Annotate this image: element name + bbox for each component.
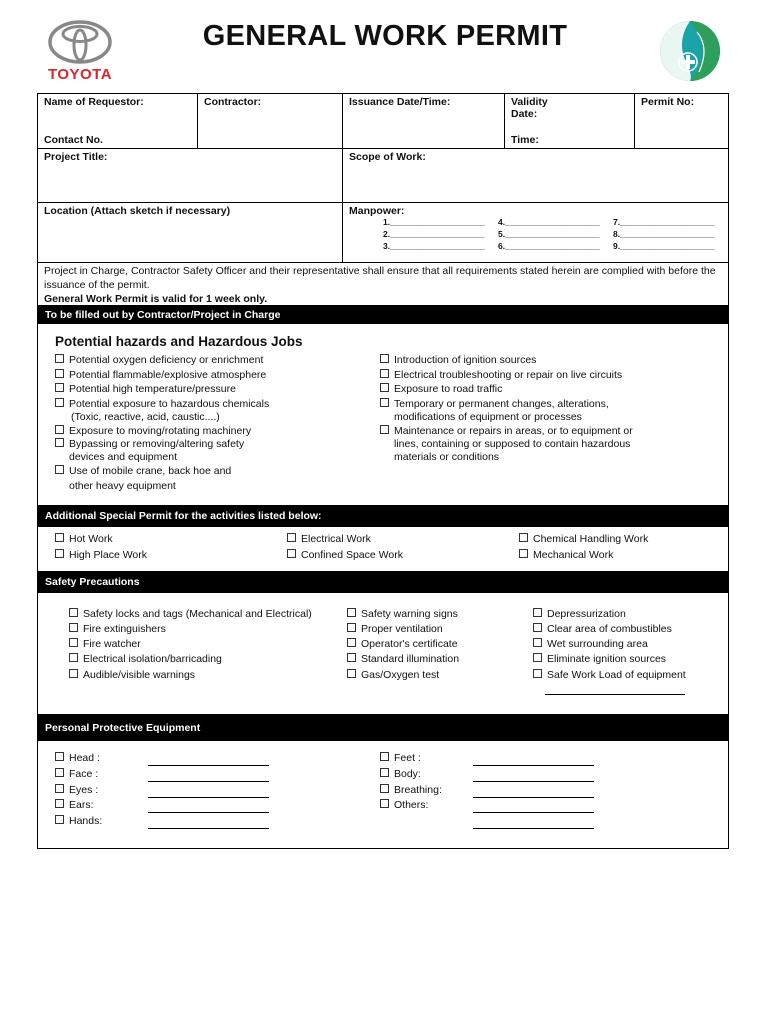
safety-checkbox-item[interactable]: Eliminate ignition sources bbox=[533, 653, 666, 666]
requestor-label: Name of Requestor: bbox=[44, 96, 144, 108]
checkbox-icon[interactable] bbox=[533, 669, 542, 678]
hazard-continuation: other heavy equipment bbox=[69, 480, 176, 492]
ppe-checkbox-item[interactable]: Hands: bbox=[55, 815, 102, 827]
issuance-label: Issuance Date/Time: bbox=[349, 96, 451, 108]
hazard-checkbox-item[interactable]: Electrical troubleshooting or repair on live circuits bbox=[380, 369, 622, 382]
checkbox-icon[interactable] bbox=[69, 608, 78, 617]
safety-checkbox-item[interactable]: Depressurization bbox=[533, 608, 626, 621]
checkbox-icon[interactable] bbox=[519, 549, 528, 558]
ppe-checkbox-item[interactable]: Eyes : bbox=[55, 784, 98, 796]
ppe-checkbox-item[interactable]: Others: bbox=[380, 799, 428, 811]
checkbox-icon[interactable] bbox=[55, 438, 64, 447]
section-bar-ppe: Personal Protective Equipment bbox=[38, 714, 728, 741]
ppe-checkbox-item[interactable]: Feet : bbox=[380, 752, 421, 764]
checkbox-icon[interactable] bbox=[55, 425, 64, 434]
checkbox-icon[interactable] bbox=[55, 533, 64, 542]
hazard-continuation: devices and equipment bbox=[69, 451, 177, 463]
page-title: GENERAL WORK PERMIT bbox=[202, 20, 568, 52]
brand-name: TOYOTA bbox=[47, 66, 113, 83]
permit-checkbox-item[interactable]: Hot Work bbox=[55, 533, 113, 546]
health-badge-logo bbox=[655, 20, 725, 82]
checkbox-icon[interactable] bbox=[380, 425, 389, 434]
ppe-checkbox-item[interactable]: Face : bbox=[55, 768, 98, 780]
safety-checkbox-item[interactable]: Safe Work Load of equipment bbox=[533, 669, 686, 682]
ppe-blank-line[interactable] bbox=[148, 818, 269, 829]
ppe-blank-line[interactable] bbox=[148, 755, 269, 766]
safety-checkbox-item[interactable]: Proper ventilation bbox=[347, 623, 443, 636]
safety-checkbox-item[interactable]: Gas/Oxygen test bbox=[347, 669, 439, 682]
checkbox-icon[interactable] bbox=[533, 623, 542, 632]
leaf-medical-cross-icon bbox=[655, 20, 725, 82]
toyota-emblem-icon bbox=[48, 20, 112, 64]
section-bar-special-permit: Additional Special Permit for the activities listed below: bbox=[38, 505, 728, 527]
checkbox-icon[interactable] bbox=[69, 653, 78, 662]
safety-checkbox-item[interactable]: Clear area of combustibles bbox=[533, 623, 672, 636]
checkbox-icon[interactable] bbox=[533, 608, 542, 617]
hazard-checkbox-item[interactable]: Potential flammable/explosive atmosphere bbox=[55, 369, 266, 382]
checkbox-icon[interactable] bbox=[533, 638, 542, 647]
safety-checkbox-item[interactable]: Standard illumination bbox=[347, 653, 459, 666]
ppe-blank-line[interactable] bbox=[473, 771, 594, 782]
checkbox-icon[interactable] bbox=[380, 768, 389, 777]
checkbox-icon[interactable] bbox=[55, 815, 64, 824]
scope-label: Scope of Work: bbox=[349, 151, 426, 163]
checkbox-icon[interactable] bbox=[533, 653, 542, 662]
permit-checkbox-item[interactable]: Confined Space Work bbox=[287, 549, 403, 562]
ppe-blank-line[interactable] bbox=[148, 787, 269, 798]
issuance-field[interactable] bbox=[342, 94, 504, 149]
hazard-checkbox-item[interactable]: Use of mobile crane, back hoe and bbox=[55, 465, 231, 478]
contractor-label: Contractor: bbox=[204, 96, 262, 108]
manpower-row bbox=[383, 229, 728, 241]
ppe-blank-line[interactable] bbox=[473, 755, 594, 766]
checkbox-icon[interactable] bbox=[380, 752, 389, 761]
location-field[interactable] bbox=[38, 202, 342, 263]
checkbox-icon[interactable] bbox=[55, 383, 64, 392]
manpower-line[interactable]: 7.____________________ bbox=[613, 217, 715, 227]
checkbox-icon[interactable] bbox=[55, 398, 64, 407]
checkbox-icon[interactable] bbox=[55, 784, 64, 793]
checkbox-icon[interactable] bbox=[347, 638, 356, 647]
notice-text: Project in Charge, Contractor Safety Officer and their representative shall ensure that all requirements stated herein are complied with before the issuance of the permit. bbox=[44, 265, 716, 291]
checkbox-icon[interactable] bbox=[287, 533, 296, 542]
section-bar-fill-by: To be filled out by Contractor/Project in Charge bbox=[38, 305, 728, 324]
safe-work-load-blank[interactable] bbox=[545, 684, 685, 695]
manpower-line[interactable]: 4.____________________ bbox=[498, 217, 600, 227]
requestor-field[interactable] bbox=[38, 94, 197, 149]
hazard-continuation: lines, containing or supposed to contain hazardous bbox=[394, 438, 631, 450]
checkbox-icon[interactable] bbox=[347, 623, 356, 632]
ppe-blank-line[interactable] bbox=[473, 818, 594, 829]
hazard-checkbox-item[interactable]: Bypassing or removing/altering safety bbox=[55, 438, 244, 451]
checkbox-icon[interactable] bbox=[347, 669, 356, 678]
checkbox-icon[interactable] bbox=[69, 638, 78, 647]
safety-checkbox-item[interactable]: Electrical isolation/barricading bbox=[69, 653, 222, 666]
checkbox-icon[interactable] bbox=[69, 669, 78, 678]
checkbox-icon[interactable] bbox=[380, 383, 389, 392]
checkbox-icon[interactable] bbox=[55, 768, 64, 777]
hazard-checkbox-item[interactable]: Potential exposure to hazardous chemicals bbox=[55, 398, 269, 411]
manpower-line[interactable]: 6.____________________ bbox=[498, 241, 600, 251]
ppe-checkbox-item[interactable]: Ears: bbox=[55, 799, 94, 811]
ppe-blank-line[interactable] bbox=[148, 771, 269, 782]
safety-checkbox-item[interactable]: Safety warning signs bbox=[347, 608, 458, 621]
manpower-line[interactable]: 3.____________________ bbox=[383, 241, 485, 251]
safety-checkbox-item[interactable]: Fire extinguishers bbox=[69, 623, 166, 636]
safety-checkbox-item[interactable]: Safety locks and tags (Mechanical and Electrical) bbox=[69, 608, 312, 621]
permit-no-field[interactable] bbox=[634, 94, 728, 149]
section-bar-safety: Safety Precautions bbox=[38, 571, 728, 593]
hazard-continuation: (Toxic, reactive, acid, caustic....) bbox=[71, 411, 220, 423]
permit-checkbox-item[interactable]: High Place Work bbox=[55, 549, 147, 562]
checkbox-icon[interactable] bbox=[380, 799, 389, 808]
manpower-row bbox=[383, 217, 728, 229]
checkbox-icon[interactable] bbox=[55, 369, 64, 378]
notice-block bbox=[38, 262, 728, 307]
manpower-line[interactable]: 5.____________________ bbox=[498, 229, 600, 239]
ppe-blank-line[interactable] bbox=[473, 787, 594, 798]
hazard-continuation: materials or conditions bbox=[394, 451, 500, 463]
checkbox-icon[interactable] bbox=[287, 549, 296, 558]
scope-field[interactable] bbox=[342, 148, 728, 203]
ppe-checkbox-item[interactable]: Body: bbox=[380, 768, 421, 780]
hazard-checkbox-item[interactable]: Exposure to road traffic bbox=[380, 383, 502, 396]
checkbox-icon[interactable] bbox=[69, 623, 78, 632]
contact-label: Contact No. bbox=[44, 134, 103, 146]
hazard-checkbox-item[interactable]: Exposure to moving/rotating machinery bbox=[55, 425, 251, 438]
hazard-checkbox-item[interactable]: Maintenance or repairs in areas, or to equipment or bbox=[380, 425, 633, 438]
manpower-line[interactable]: 1.____________________ bbox=[383, 217, 485, 227]
manpower-line[interactable]: 8.____________________ bbox=[613, 229, 715, 239]
checkbox-icon[interactable] bbox=[380, 784, 389, 793]
hazard-continuation: modifications of equipment or processes bbox=[394, 411, 582, 423]
checkbox-icon[interactable] bbox=[55, 465, 64, 474]
project-title-label: Project Title: bbox=[44, 151, 108, 163]
hazard-checkbox-item[interactable]: Introduction of ignition sources bbox=[380, 354, 536, 367]
toyota-logo bbox=[40, 20, 120, 82]
ppe-checkbox-item[interactable]: Head : bbox=[55, 752, 100, 764]
safety-checkbox-item[interactable]: Fire watcher bbox=[69, 638, 141, 651]
ppe-blank-line[interactable] bbox=[473, 802, 594, 813]
checkbox-icon[interactable] bbox=[55, 752, 64, 761]
checkbox-icon[interactable] bbox=[55, 799, 64, 808]
time-label: Time: bbox=[511, 134, 539, 146]
manpower-line[interactable]: 2.____________________ bbox=[383, 229, 485, 239]
ppe-checkbox-item[interactable]: Breathing: bbox=[380, 784, 442, 796]
manpower-label: Manpower: bbox=[349, 205, 405, 217]
hazard-checkbox-item[interactable]: Temporary or permanent changes, alterations, bbox=[380, 398, 609, 411]
permit-checkbox-item[interactable]: Mechanical Work bbox=[519, 549, 613, 562]
checkbox-icon[interactable] bbox=[55, 549, 64, 558]
checkbox-icon[interactable] bbox=[380, 398, 389, 407]
hazard-checkbox-item[interactable]: Potential high temperature/pressure bbox=[55, 383, 236, 396]
validity-notice: General Work Permit is valid for 1 week only. bbox=[44, 293, 268, 305]
checkbox-icon[interactable] bbox=[347, 608, 356, 617]
safety-checkbox-item[interactable]: Audible/visible warnings bbox=[69, 669, 195, 682]
safety-checkbox-item[interactable]: Operator's certificate bbox=[347, 638, 458, 651]
validity-label: Validity bbox=[511, 96, 548, 108]
project-title-field[interactable] bbox=[38, 148, 342, 203]
manpower-line[interactable]: 9.____________________ bbox=[613, 241, 715, 251]
contractor-field[interactable] bbox=[197, 94, 342, 149]
checkbox-icon[interactable] bbox=[380, 354, 389, 363]
manpower-row bbox=[383, 241, 728, 253]
checkbox-icon[interactable] bbox=[347, 653, 356, 662]
validity-field[interactable] bbox=[504, 94, 634, 149]
location-label: Location (Attach sketch if necessary) bbox=[44, 205, 231, 217]
ppe-blank-line[interactable] bbox=[148, 802, 269, 813]
safety-checkbox-item[interactable]: Wet surrounding area bbox=[533, 638, 648, 651]
hazard-checkbox-item[interactable]: Potential oxygen deficiency or enrichment bbox=[55, 354, 263, 367]
permit-checkbox-item[interactable]: Chemical Handling Work bbox=[519, 533, 648, 546]
permit-form bbox=[37, 93, 729, 849]
checkbox-icon[interactable] bbox=[55, 354, 64, 363]
permit-checkbox-item[interactable]: Electrical Work bbox=[287, 533, 371, 546]
validity-date-label: Date: bbox=[511, 108, 538, 120]
checkbox-icon[interactable] bbox=[519, 533, 528, 542]
permit-no-label: Permit No: bbox=[641, 96, 695, 108]
hazards-heading: Potential hazards and Hazardous Jobs bbox=[55, 334, 303, 349]
checkbox-icon[interactable] bbox=[380, 369, 389, 378]
manpower-lines bbox=[383, 217, 728, 253]
